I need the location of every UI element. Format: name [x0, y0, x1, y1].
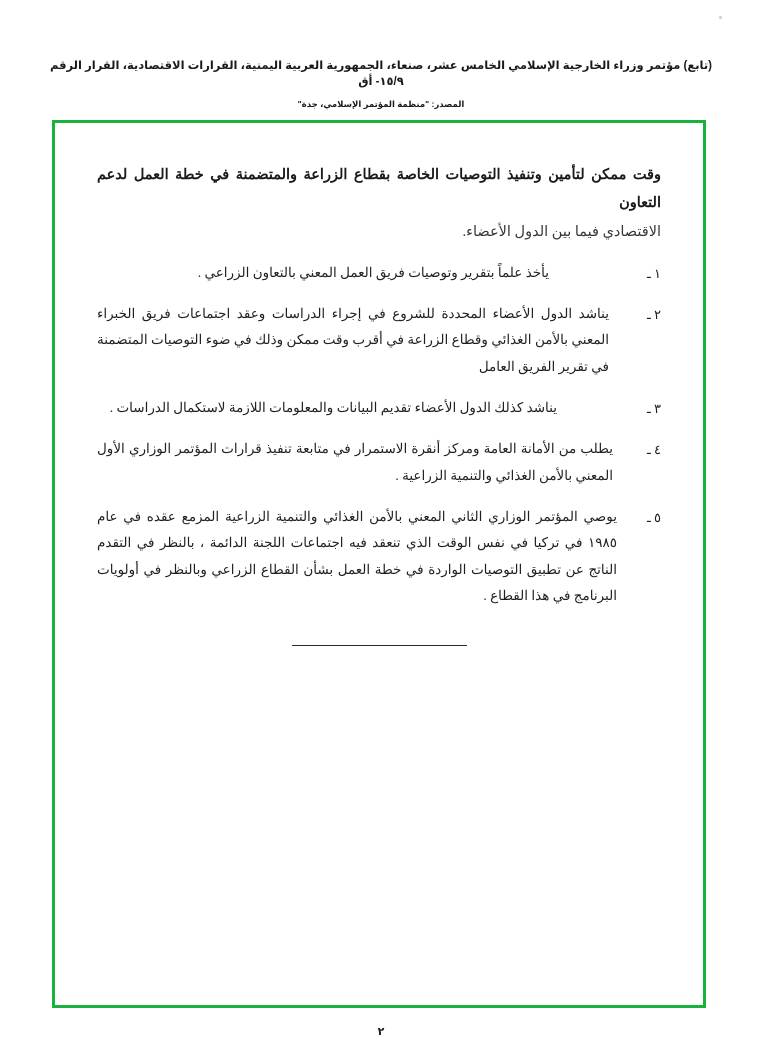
item-number: ٣ ـ [646, 401, 661, 417]
item-number: ٤ ـ [646, 442, 661, 458]
section-divider [292, 645, 467, 646]
green-content-frame [52, 120, 706, 1008]
header-source: المصدر: "منظمة المؤتمر الإسلامي، جدة" [297, 99, 465, 110]
list-item [97, 301, 661, 380]
item-text: يأخذ علماً بتقرير وتوصيات فريق العمل المعني بالتعاون الزراعي . [197, 264, 549, 280]
item-text: يناشد الدول الأعضاء المحددة للشروع في إجراء الدراسات وعقد اجتماعات فريق الخبراء المعني بالأمن الغذائي وقطاع الزراعة في أقرب وقت ممكن وذلك في ضوء التوصيات المتضمنة في تقرير الفريق العامل [97, 306, 609, 374]
page-number: ٢ [377, 1026, 385, 1038]
document-body [97, 161, 661, 646]
document-header [0, 58, 762, 110]
list-item [97, 260, 661, 286]
item-text: يناشد كذلك الدول الأعضاء تقديم البيانات والمعلومات اللازمة لاستكمال الدراسات . [109, 400, 557, 416]
list-item [97, 436, 661, 489]
intro-line-2: الاقتصادي فيما بين الدول الأعضاء. [462, 223, 661, 240]
list-item [97, 504, 661, 609]
item-number: ٢ ـ [646, 307, 661, 323]
list-item [97, 395, 661, 421]
intro-paragraph [97, 161, 661, 246]
resolution-items-list [97, 260, 661, 610]
item-number: ٥ ـ [646, 510, 661, 526]
item-text: يطلب من الأمانة العامة ومركز أنقرة الاستمرار في متابعة تنفيذ قرارات المؤتمر الوزاري الأول المعني بالأمن الغذائي والتنمية الزراعية . [97, 441, 613, 483]
intro-line-1: وقت ممكن لتأمين وتنفيذ التوصيات الخاصة بقطاع الزراعة والمتضمنة في خطة العمل لدعم التعاون [97, 167, 661, 212]
item-number: ١ ـ [646, 265, 661, 281]
header-title: (تابع) مؤتمر وزراء الخارجية الإسلامي الخامس عشر، صنعاء، الجمهورية العربية اليمنية، القرارات الاقتصادية، القرار الرقم ١٥/٩- أق [49, 60, 713, 89]
item-text: يوصي المؤتمر الوزاري الثاني المعني بالأمن الغذائي والتنمية الزراعية المزمع عقده في عام ١٩٨٥ في تركيا في نفس الوقت الذي تنعقد فيه اجتماعات اللجنة الدائمة ، بالنظر في التقدم الناتج عن تطبيق التوصيات الواردة في خطة العمل بشأن القطاع الزراعي وبالنظر في أولويات البرنامج في هذا القطاع . [97, 509, 617, 603]
scan-speck [719, 16, 722, 19]
